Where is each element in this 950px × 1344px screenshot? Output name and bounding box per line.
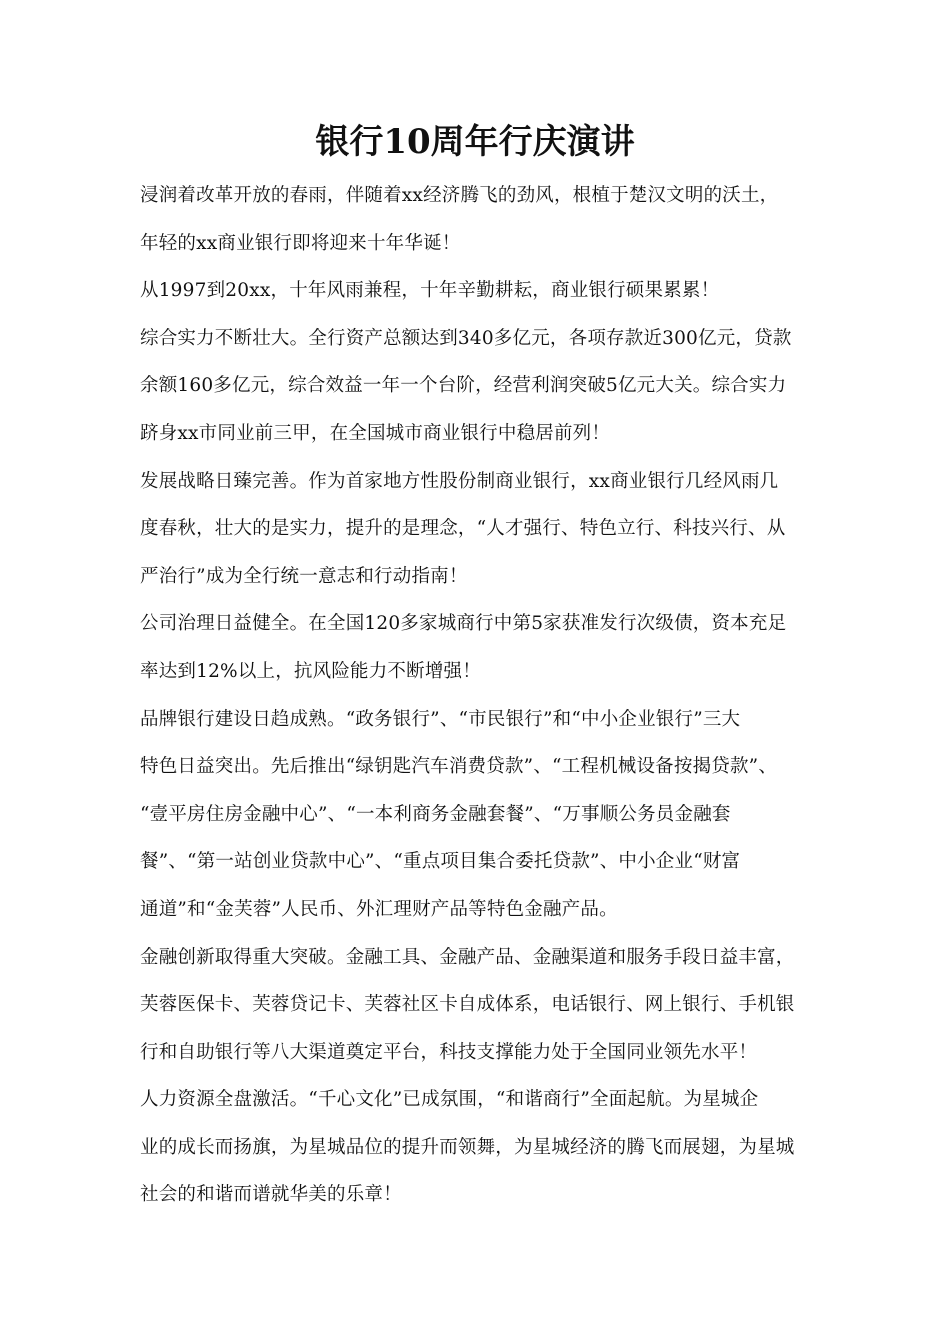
text-line: 金融创新取得重大突破。金融工具、金融产品、金融渠道和服务手段日益丰富， bbox=[140, 946, 795, 968]
text-line: 率达到12%以上，抗风险能力不断增强！ bbox=[140, 660, 481, 682]
text-line: 余额160多亿元，综合效益一年一个台阶，经营利润突破5亿元大关。综合实力 bbox=[140, 375, 787, 397]
text-line: 年轻的xx商业银行即将迎来十年华诞！ bbox=[140, 232, 461, 254]
paragraph bbox=[140, 267, 830, 315]
paragraph bbox=[140, 458, 830, 601]
text-line: “壹平房住房金融中心”、“一本利商务金融套餐”、“万事顺公务员金融套 bbox=[140, 803, 731, 825]
document-body bbox=[140, 172, 830, 1219]
text-line: 跻身xx市同业前三甲，在全国城市商业银行中稳居前列！ bbox=[140, 422, 611, 444]
text-line: 发展战略日臻完善。作为首家地方性股份制商业银行，xx商业银行几经风雨几 bbox=[140, 470, 779, 492]
paragraph bbox=[140, 600, 830, 695]
paragraph bbox=[140, 315, 830, 458]
text-line: 人力资源全盘激活。“千心文化”已成氛围，“和谐商行”全面起航。为星城企 bbox=[140, 1089, 759, 1111]
text-line: 度春秋，壮大的是实力，提升的是理念，“人才强行、特色立行、科技兴行、从 bbox=[140, 518, 786, 540]
text-line: 品牌银行建设日趋成熟。“政务银行”、“市民银行”和“中小企业银行”三大 bbox=[140, 708, 741, 730]
text-line: 社会的和谐而谱就华美的乐章！ bbox=[140, 1184, 402, 1206]
paragraph bbox=[140, 1076, 830, 1219]
text-line: 公司治理日益健全。在全国120多家城商行中第5家获准发行次级债，资本充足 bbox=[140, 613, 787, 635]
text-line: 从1997到20xx，十年风雨兼程，十年辛勤耕耘，商业银行硕果累累！ bbox=[140, 280, 720, 302]
document-title: 银行10周年行庆演讲 bbox=[315, 122, 635, 162]
paragraph bbox=[140, 696, 830, 934]
text-line: 综合实力不断壮大。全行资产总额达到340多亿元，各项存款近300亿元，贷款 bbox=[140, 327, 792, 349]
text-line: 浸润着改革开放的春雨，伴随着xx经济腾飞的劲风，根植于楚汉文明的沃土， bbox=[140, 185, 779, 206]
text-line: 餐”、“第一站创业贷款中心”、“重点项目集合委托贷款”、中小企业“财富 bbox=[140, 851, 741, 873]
paragraph bbox=[140, 934, 830, 1077]
text-line: 芙蓉医保卡、芙蓉贷记卡、芙蓉社区卡自成体系，电话银行、网上银行、手机银 bbox=[140, 994, 795, 1016]
text-line: 业的成长而扬旗，为星城品位的提升而领舞，为星城经济的腾飞而展翅，为星城 bbox=[140, 1136, 795, 1158]
text-line: 行和自助银行等八大渠道奠定平台，科技支撑能力处于全国同业领先水平！ bbox=[140, 1041, 758, 1063]
text-line: 特色日益突出。先后推出“绿钥匙汽车消费贷款”、“工程机械设备按揭贷款”、 bbox=[140, 756, 778, 778]
paragraph bbox=[140, 172, 830, 267]
text-line: 通道”和“金芙蓉”人民币、外汇理财产品等特色金融产品。 bbox=[140, 898, 618, 920]
text-line: 严治行”成为全行统一意志和行动指南！ bbox=[140, 565, 468, 587]
